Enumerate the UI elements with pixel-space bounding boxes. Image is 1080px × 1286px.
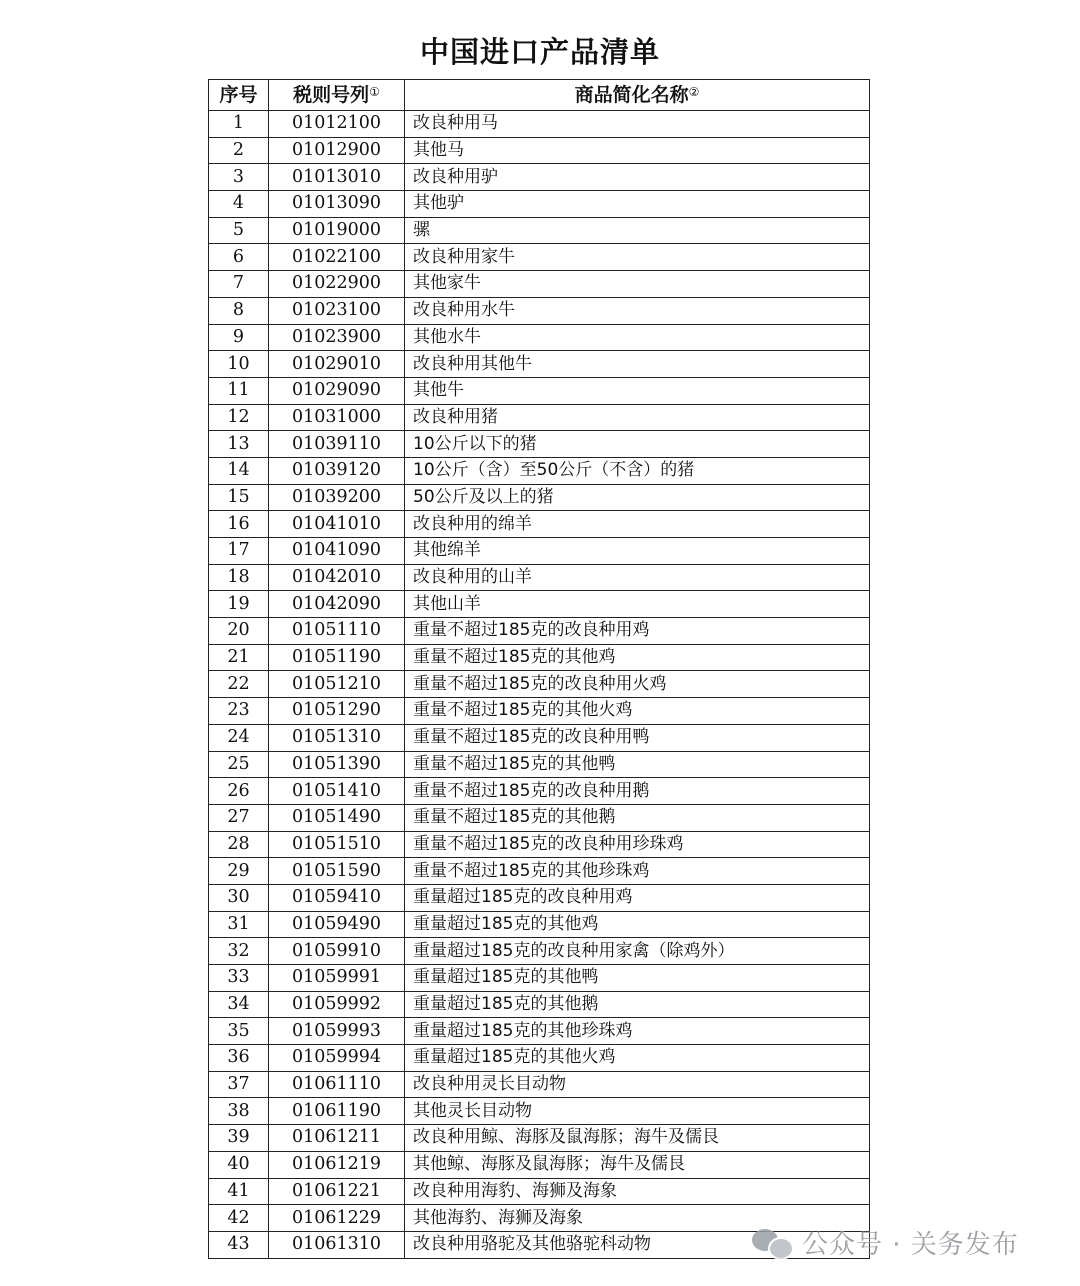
table-body xyxy=(209,111,870,1259)
seq-cell: 7 xyxy=(209,271,269,298)
seq-cell: 38 xyxy=(209,1098,269,1125)
table-row xyxy=(209,1071,870,1098)
seq-cell: 20 xyxy=(209,618,269,645)
table-row xyxy=(209,831,870,858)
table-row xyxy=(209,457,870,484)
table-row xyxy=(209,1151,870,1178)
table-row xyxy=(209,724,870,751)
name-cell: 重量不超过185克的改良种用鸭 xyxy=(405,724,870,751)
name-cell: 骡 xyxy=(405,217,870,244)
table-row xyxy=(209,591,870,618)
name-cell: 其他牛 xyxy=(405,377,870,404)
seq-cell: 34 xyxy=(209,991,269,1018)
code-cell: 01041010 xyxy=(269,511,405,538)
footnote-mark-2: ② xyxy=(688,84,700,99)
seq-cell: 28 xyxy=(209,831,269,858)
table-row xyxy=(209,1205,870,1232)
code-cell: 01061310 xyxy=(269,1231,405,1258)
seq-cell: 36 xyxy=(209,1045,269,1072)
seq-cell: 6 xyxy=(209,244,269,271)
code-cell: 01013010 xyxy=(269,164,405,191)
name-cell: 重量不超过185克的其他珍珠鸡 xyxy=(405,858,870,885)
table-row xyxy=(209,1231,870,1258)
table-row xyxy=(209,698,870,725)
seq-cell: 3 xyxy=(209,164,269,191)
code-cell: 01022900 xyxy=(269,271,405,298)
seq-cell: 18 xyxy=(209,564,269,591)
name-cell: 重量不超过185克的其他鸡 xyxy=(405,644,870,671)
code-cell: 01051290 xyxy=(269,698,405,725)
code-cell: 01061219 xyxy=(269,1151,405,1178)
name-cell: 重量超过185克的其他鸡 xyxy=(405,911,870,938)
code-cell: 01051210 xyxy=(269,671,405,698)
code-cell: 01061229 xyxy=(269,1205,405,1232)
code-cell: 01039200 xyxy=(269,484,405,511)
seq-cell: 25 xyxy=(209,751,269,778)
seq-cell: 32 xyxy=(209,938,269,965)
name-cell: 重量超过185克的其他火鸡 xyxy=(405,1045,870,1072)
table-row xyxy=(209,884,870,911)
table-row xyxy=(209,217,870,244)
code-cell: 01041090 xyxy=(269,538,405,565)
code-cell: 01061190 xyxy=(269,1098,405,1125)
code-cell: 01051110 xyxy=(269,618,405,645)
name-cell: 改良种用灵长目动物 xyxy=(405,1071,870,1098)
name-cell: 重量超过185克的其他鸭 xyxy=(405,965,870,992)
table-row xyxy=(209,351,870,378)
code-cell: 01039120 xyxy=(269,457,405,484)
name-cell: 改良种用的山羊 xyxy=(405,564,870,591)
seq-cell: 40 xyxy=(209,1151,269,1178)
table-header-row xyxy=(209,80,870,111)
seq-cell: 30 xyxy=(209,884,269,911)
seq-cell: 33 xyxy=(209,965,269,992)
seq-cell: 17 xyxy=(209,538,269,565)
header-seq: 序号 xyxy=(209,80,269,111)
name-cell: 10公斤（含）至50公斤（不含）的猪 xyxy=(405,457,870,484)
seq-cell: 13 xyxy=(209,431,269,458)
table-row xyxy=(209,911,870,938)
header-code: 税则号列① xyxy=(269,80,405,111)
table-row xyxy=(209,1178,870,1205)
name-cell: 改良种用其他牛 xyxy=(405,351,870,378)
code-cell: 01059490 xyxy=(269,911,405,938)
seq-cell: 35 xyxy=(209,1018,269,1045)
name-cell: 其他绵羊 xyxy=(405,538,870,565)
seq-cell: 5 xyxy=(209,217,269,244)
name-cell: 重量不超过185克的其他鸭 xyxy=(405,751,870,778)
seq-cell: 29 xyxy=(209,858,269,885)
code-cell: 01031000 xyxy=(269,404,405,431)
name-cell: 其他海豹、海狮及海象 xyxy=(405,1205,870,1232)
table-row xyxy=(209,778,870,805)
name-cell: 改良种用海豹、海狮及海象 xyxy=(405,1178,870,1205)
name-cell: 重量不超过185克的改良种用火鸡 xyxy=(405,671,870,698)
seq-cell: 37 xyxy=(209,1071,269,1098)
seq-cell: 15 xyxy=(209,484,269,511)
code-cell: 01059910 xyxy=(269,938,405,965)
table-row xyxy=(209,804,870,831)
code-cell: 01059994 xyxy=(269,1045,405,1072)
footnote-mark-1: ① xyxy=(369,84,380,99)
name-cell: 改良种用水牛 xyxy=(405,297,870,324)
name-cell: 其他山羊 xyxy=(405,591,870,618)
table-row xyxy=(209,644,870,671)
table-row xyxy=(209,938,870,965)
code-cell: 01051390 xyxy=(269,751,405,778)
code-cell: 01059993 xyxy=(269,1018,405,1045)
name-cell: 改良种用骆驼及其他骆驼科动物 xyxy=(405,1231,870,1258)
code-cell: 01051590 xyxy=(269,858,405,885)
table-row xyxy=(209,965,870,992)
code-cell: 01029010 xyxy=(269,351,405,378)
code-cell: 01051490 xyxy=(269,804,405,831)
name-cell: 其他水牛 xyxy=(405,324,870,351)
table-row xyxy=(209,511,870,538)
code-cell: 01019000 xyxy=(269,217,405,244)
table-row xyxy=(209,618,870,645)
code-cell: 01039110 xyxy=(269,431,405,458)
table-row xyxy=(209,484,870,511)
table-row xyxy=(209,1098,870,1125)
name-cell: 改良种用的绵羊 xyxy=(405,511,870,538)
name-cell: 改良种用马 xyxy=(405,111,870,138)
code-cell: 01051310 xyxy=(269,724,405,751)
name-cell: 改良种用鲸、海豚及鼠海豚；海牛及儒艮 xyxy=(405,1125,870,1152)
seq-cell: 26 xyxy=(209,778,269,805)
name-cell: 重量不超过185克的改良种用鸡 xyxy=(405,618,870,645)
table-row xyxy=(209,564,870,591)
code-cell: 01023100 xyxy=(269,297,405,324)
seq-cell: 39 xyxy=(209,1125,269,1152)
table-row xyxy=(209,1045,870,1072)
table-row xyxy=(209,377,870,404)
code-cell: 01051190 xyxy=(269,644,405,671)
code-cell: 01029090 xyxy=(269,377,405,404)
code-cell: 01042090 xyxy=(269,591,405,618)
seq-cell: 16 xyxy=(209,511,269,538)
seq-cell: 14 xyxy=(209,457,269,484)
import-product-table xyxy=(208,79,870,1259)
name-cell: 其他马 xyxy=(405,137,870,164)
seq-cell: 22 xyxy=(209,671,269,698)
table-row xyxy=(209,244,870,271)
seq-cell: 42 xyxy=(209,1205,269,1232)
name-cell: 重量超过185克的其他珍珠鸡 xyxy=(405,1018,870,1045)
table-row xyxy=(209,164,870,191)
seq-cell: 1 xyxy=(209,111,269,138)
watermark-text: 公众号 · 关务发布 xyxy=(802,1230,1019,1260)
seq-cell: 24 xyxy=(209,724,269,751)
table-row xyxy=(209,137,870,164)
code-cell: 01061221 xyxy=(269,1178,405,1205)
seq-cell: 10 xyxy=(209,351,269,378)
code-cell: 01022100 xyxy=(269,244,405,271)
table-row xyxy=(209,431,870,458)
code-cell: 01012900 xyxy=(269,137,405,164)
table-row xyxy=(209,1125,870,1152)
seq-cell: 4 xyxy=(209,191,269,218)
seq-cell: 31 xyxy=(209,911,269,938)
name-cell: 其他驴 xyxy=(405,191,870,218)
code-cell: 01061110 xyxy=(269,1071,405,1098)
name-cell: 其他灵长目动物 xyxy=(405,1098,870,1125)
table-row xyxy=(209,324,870,351)
code-cell: 01042010 xyxy=(269,564,405,591)
table-row xyxy=(209,1018,870,1045)
name-cell: 重量不超过185克的改良种用珍珠鸡 xyxy=(405,831,870,858)
code-cell: 01061211 xyxy=(269,1125,405,1152)
code-cell: 01059410 xyxy=(269,884,405,911)
code-cell: 01059992 xyxy=(269,991,405,1018)
code-cell: 01059991 xyxy=(269,965,405,992)
table-row xyxy=(209,991,870,1018)
seq-cell: 27 xyxy=(209,804,269,831)
name-cell: 重量超过185克的其他鹅 xyxy=(405,991,870,1018)
code-cell: 01051510 xyxy=(269,831,405,858)
table-row xyxy=(209,671,870,698)
table-row xyxy=(209,271,870,298)
name-cell: 重量不超过185克的其他鹅 xyxy=(405,804,870,831)
code-cell: 01012100 xyxy=(269,111,405,138)
name-cell: 50公斤及以上的猪 xyxy=(405,484,870,511)
seq-cell: 11 xyxy=(209,377,269,404)
name-cell: 10公斤以下的猪 xyxy=(405,431,870,458)
seq-cell: 23 xyxy=(209,698,269,725)
seq-cell: 41 xyxy=(209,1178,269,1205)
seq-cell: 9 xyxy=(209,324,269,351)
seq-cell: 2 xyxy=(209,137,269,164)
table-row xyxy=(209,297,870,324)
table-row xyxy=(209,404,870,431)
code-cell: 01051410 xyxy=(269,778,405,805)
table-row xyxy=(209,858,870,885)
table-row xyxy=(209,111,870,138)
table-row xyxy=(209,751,870,778)
name-cell: 其他家牛 xyxy=(405,271,870,298)
seq-cell: 19 xyxy=(209,591,269,618)
seq-cell: 43 xyxy=(209,1231,269,1258)
page-title: 中国进口产品清单 xyxy=(419,35,660,69)
name-cell: 重量超过185克的改良种用鸡 xyxy=(405,884,870,911)
name-cell: 重量不超过185克的改良种用鹅 xyxy=(405,778,870,805)
name-cell: 改良种用猪 xyxy=(405,404,870,431)
name-cell: 其他鲸、海豚及鼠海豚；海牛及儒艮 xyxy=(405,1151,870,1178)
name-cell: 重量不超过185克的其他火鸡 xyxy=(405,698,870,725)
header-name: 商品简化名称② xyxy=(405,80,870,111)
code-cell: 01023900 xyxy=(269,324,405,351)
seq-cell: 21 xyxy=(209,644,269,671)
code-cell: 01013090 xyxy=(269,191,405,218)
name-cell: 重量超过185克的改良种用家禽（除鸡外） xyxy=(405,938,870,965)
seq-cell: 12 xyxy=(209,404,269,431)
name-cell: 改良种用家牛 xyxy=(405,244,870,271)
name-cell: 改良种用驴 xyxy=(405,164,870,191)
seq-cell: 8 xyxy=(209,297,269,324)
table-row xyxy=(209,538,870,565)
table-row xyxy=(209,191,870,218)
